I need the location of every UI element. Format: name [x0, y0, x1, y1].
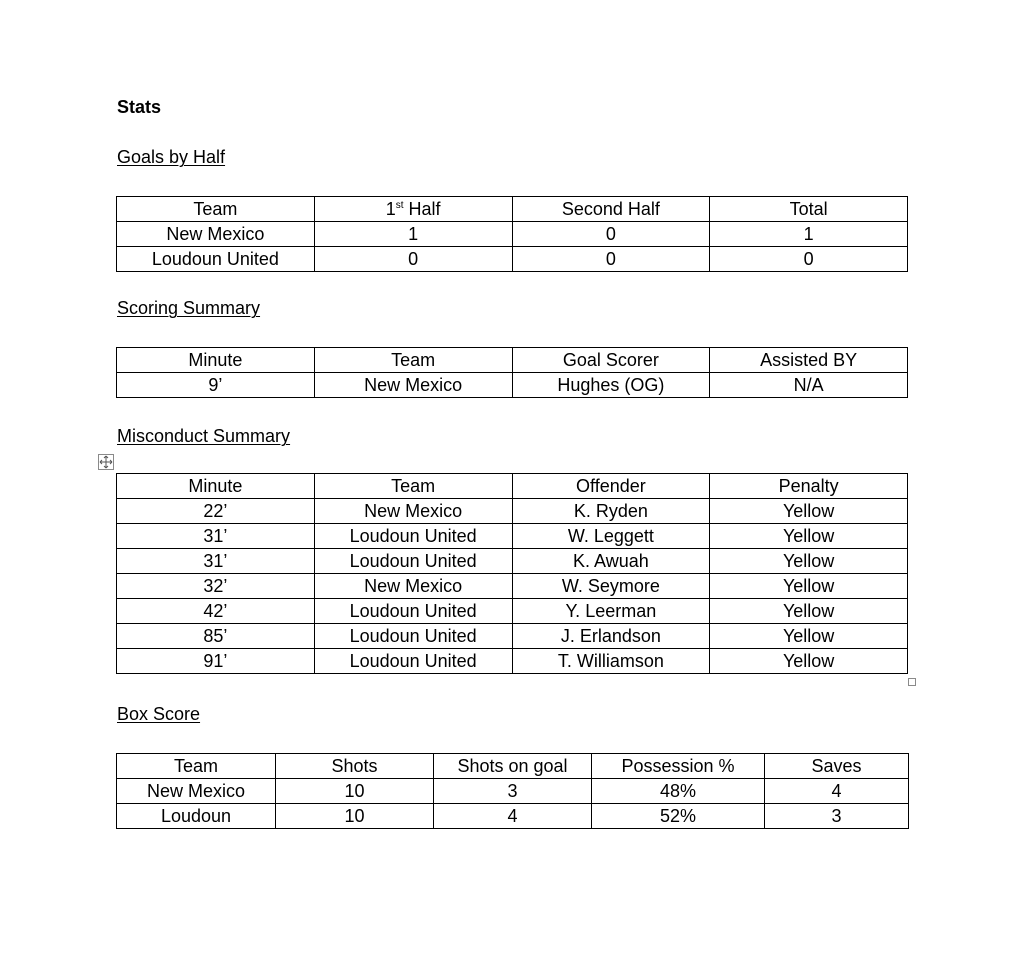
- table-cell[interactable]: 91’: [117, 649, 315, 674]
- header-cell[interactable]: Team: [117, 754, 276, 779]
- table-cell[interactable]: 0: [314, 247, 512, 272]
- table-row: [117, 599, 908, 624]
- table-cell[interactable]: New Mexico: [314, 373, 512, 398]
- header-cell[interactable]: Shots on goal: [434, 754, 592, 779]
- table-cell[interactable]: 85’: [117, 624, 315, 649]
- table-cell[interactable]: 0: [512, 222, 710, 247]
- table-cell[interactable]: 42’: [117, 599, 315, 624]
- scoring-summary-heading: Scoring Summary: [117, 298, 261, 318]
- table-cell[interactable]: Y. Leerman: [512, 599, 710, 624]
- header-cell[interactable]: Possession %: [592, 754, 765, 779]
- table-row: [117, 247, 908, 272]
- table-cell[interactable]: Yellow: [710, 549, 908, 574]
- table-header-row: [117, 754, 909, 779]
- table-cell[interactable]: New Mexico: [314, 574, 512, 599]
- table-cell[interactable]: 10: [276, 804, 434, 829]
- table-row: [117, 574, 908, 599]
- table-cell[interactable]: 48%: [592, 779, 765, 804]
- header-cell[interactable]: Goal Scorer: [512, 348, 710, 373]
- superscript-text: st: [395, 200, 404, 211]
- table-cell[interactable]: 10: [276, 779, 434, 804]
- resize-icon[interactable]: [908, 678, 916, 686]
- header-cell[interactable]: Penalty: [710, 474, 908, 499]
- table-cell[interactable]: 4: [765, 779, 909, 804]
- box-score-heading: Box Score: [117, 704, 201, 724]
- header-cell[interactable]: Total: [710, 197, 908, 222]
- table-cell[interactable]: Hughes (OG): [512, 373, 710, 398]
- table-cell[interactable]: 1: [710, 222, 908, 247]
- header-cell[interactable]: Minute: [117, 348, 315, 373]
- table-cell[interactable]: N/A: [710, 373, 908, 398]
- header-cell[interactable]: Minute: [117, 474, 315, 499]
- move-icon[interactable]: [98, 454, 114, 470]
- page-title: Stats: [117, 97, 162, 117]
- table-row: [117, 499, 908, 524]
- header-cell-first-half[interactable]: [314, 197, 512, 222]
- table-cell[interactable]: 31’: [117, 549, 315, 574]
- table-cell[interactable]: Yellow: [710, 499, 908, 524]
- table-cell[interactable]: Yellow: [710, 649, 908, 674]
- table-cell[interactable]: W. Seymore: [512, 574, 710, 599]
- table-cell[interactable]: 0: [710, 247, 908, 272]
- goals-by-half-table: [116, 196, 908, 272]
- table-cell[interactable]: W. Leggett: [512, 524, 710, 549]
- table-cell[interactable]: K. Awuah: [512, 549, 710, 574]
- header-cell[interactable]: Second Half: [512, 197, 710, 222]
- table-row: [117, 649, 908, 674]
- header-text: Half: [403, 199, 441, 219]
- table-cell[interactable]: J. Erlandson: [512, 624, 710, 649]
- table-cell[interactable]: Loudoun United: [117, 247, 315, 272]
- header-cell[interactable]: Team: [314, 474, 512, 499]
- table-header-row: [117, 474, 908, 499]
- header-cell[interactable]: Team: [117, 197, 315, 222]
- table-cell[interactable]: 52%: [592, 804, 765, 829]
- table-cell[interactable]: 22’: [117, 499, 315, 524]
- table-cell[interactable]: Yellow: [710, 624, 908, 649]
- table-row: [117, 804, 909, 829]
- table-cell[interactable]: New Mexico: [314, 499, 512, 524]
- table-cell[interactable]: 0: [512, 247, 710, 272]
- table-cell[interactable]: Loudoun United: [314, 599, 512, 624]
- table-cell[interactable]: Loudoun United: [314, 624, 512, 649]
- header-cell[interactable]: Team: [314, 348, 512, 373]
- table-cell[interactable]: New Mexico: [117, 222, 315, 247]
- table-cell[interactable]: K. Ryden: [512, 499, 710, 524]
- table-cell[interactable]: 31’: [117, 524, 315, 549]
- table-row: [117, 779, 909, 804]
- table-cell[interactable]: 3: [765, 804, 909, 829]
- table-cell[interactable]: 3: [434, 779, 592, 804]
- misconduct-summary-heading: Misconduct Summary: [117, 426, 291, 446]
- table-row: [117, 373, 908, 398]
- table-cell[interactable]: Loudoun United: [314, 549, 512, 574]
- table-header-row: [117, 348, 908, 373]
- table-cell[interactable]: Loudoun: [117, 804, 276, 829]
- header-cell[interactable]: Assisted BY: [710, 348, 908, 373]
- table-cell[interactable]: 1: [314, 222, 512, 247]
- table-cell[interactable]: 9’: [117, 373, 315, 398]
- table-cell[interactable]: T. Williamson: [512, 649, 710, 674]
- scoring-summary-table: [116, 347, 908, 398]
- table-row: [117, 222, 908, 247]
- table-cell[interactable]: Yellow: [710, 574, 908, 599]
- table-row: [117, 524, 908, 549]
- table-cell[interactable]: Yellow: [710, 599, 908, 624]
- table-cell[interactable]: Loudoun United: [314, 524, 512, 549]
- header-cell[interactable]: Shots: [276, 754, 434, 779]
- table-cell[interactable]: Yellow: [710, 524, 908, 549]
- table-cell[interactable]: 32’: [117, 574, 315, 599]
- header-cell[interactable]: Saves: [765, 754, 909, 779]
- table-cell[interactable]: 4: [434, 804, 592, 829]
- table-row: [117, 624, 908, 649]
- box-score-table: [116, 753, 909, 829]
- move-icon-glyph: [99, 455, 113, 469]
- table-cell[interactable]: Loudoun United: [314, 649, 512, 674]
- header-cell[interactable]: Offender: [512, 474, 710, 499]
- table-row: [117, 549, 908, 574]
- goals-by-half-heading: Goals by Half: [117, 147, 226, 167]
- header-text: 1: [385, 199, 396, 219]
- table-cell[interactable]: New Mexico: [117, 779, 276, 804]
- misconduct-summary-table: [116, 473, 908, 674]
- table-header-row: [117, 197, 908, 222]
